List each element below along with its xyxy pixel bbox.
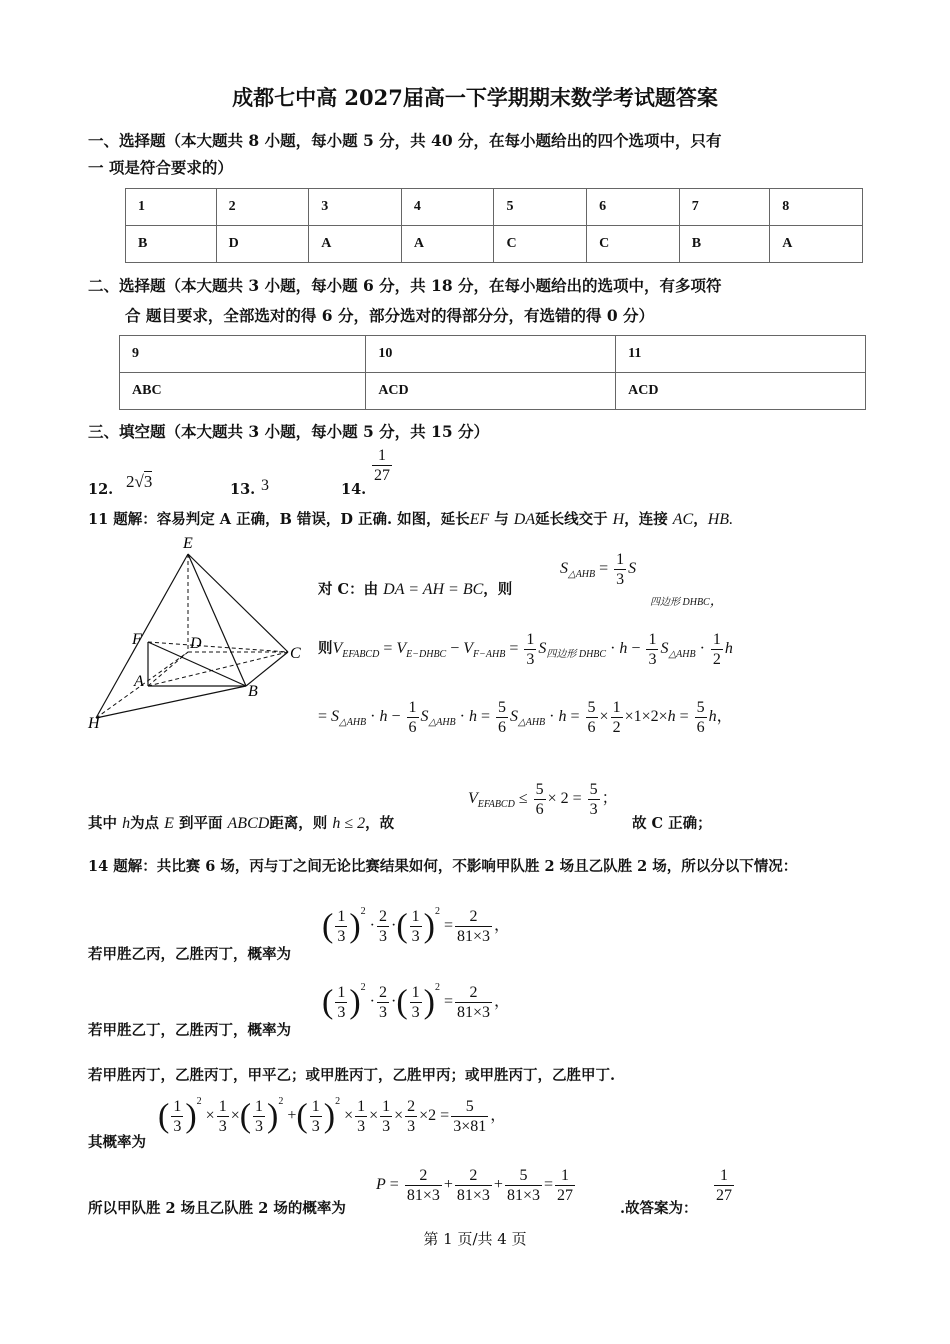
math-op: × 2 = (547, 790, 582, 808)
math-sub: F−AHB (473, 649, 506, 661)
text: ，连接 (624, 511, 668, 528)
q14-final-answer: $\frac{1}{27}$ (716, 1167, 732, 1204)
math-sub: EFABCD (477, 799, 515, 811)
text: 对 C：由 (318, 581, 379, 598)
fraction-denominator: 3 (337, 927, 346, 945)
section2-answer-table (119, 335, 866, 410)
math-sub: △AHB (568, 569, 596, 581)
q14-case1-label: 若甲胜乙丙，乙胜丙丁，概率为 (88, 946, 291, 963)
section1-heading-line1: 一、选择题（本大题共 8 小题，每小题 5 分，共 40 分，在每小题给出的四个选项中，只有 (88, 131, 722, 150)
math-sub: E−DHBC (406, 649, 447, 661)
math-var: H (612, 511, 625, 528)
table-cell: 6 (587, 189, 680, 226)
fraction-numerator: 1 (616, 551, 625, 568)
table-cell: ACD (366, 373, 616, 410)
math-var: E (164, 815, 174, 832)
label-F: F (132, 631, 142, 648)
section2-question-row (120, 336, 866, 373)
q14-case3-prob: ( $\frac{1}{3}$ )$^2$ × $\frac{1}{3}$ ×( $\frac{1}{3}$ )$^2$ +( $\frac{1}{3}$ )$^2$ × $\frac{1}{3}$ × $\frac{1}{3}$ × $\frac{2}{3}$ ×2 = $\frac{5}{3\times 81}$ ， (158, 1096, 507, 1135)
text: 其中 (88, 815, 117, 832)
label-B: B (248, 683, 258, 700)
table-cell: A (770, 226, 863, 263)
label-D: D (190, 635, 202, 652)
table-cell: 1 (126, 189, 217, 226)
q14-intro: 14 题解：共比赛 6 场，丙与丁之间无论比赛结果如何，不影响甲队胜 2 场且乙队胜 2 场，所以分以下情况： (88, 858, 798, 875)
table-cell: C (587, 226, 680, 263)
page-title: 成都七中高 2027届高一下学期期末数学考试题答案 (232, 85, 718, 110)
q11-where-line (88, 814, 394, 834)
volume-formula-2: = $S_{\triangle AHB} \cdot h$ − $\frac{1}{6}$ $S_{\triangle AHB} \cdot h$ = $\frac{5}{6}$ $S_{\triangle AHB} \cdot h$ = $\frac{5}{6}$ × $\frac{1}{2}$ ×1×2×h = $\frac{5}{6}$ h， (318, 699, 733, 736)
q11-conclusion: 故 C 正确； (632, 815, 712, 832)
text: 则 (318, 641, 333, 658)
q14-case2-label: 若甲胜乙丁，乙胜丙丁，概率为 (88, 1022, 291, 1039)
label-C: C (290, 645, 301, 662)
math-var: P (376, 1176, 386, 1194)
q14-case1-prob: ( $\frac{1}{3}$ )$^2$ · $\frac{2}{3}$ ·( $\frac{1}{3}$ )$^2$ = $\frac{2}{81\times 3}$ ， (322, 906, 511, 945)
math-var: EF (469, 511, 490, 528)
table-cell: 4 (401, 189, 494, 226)
q14-label: 14. (341, 481, 367, 498)
table-cell: B (126, 226, 217, 263)
table-cell: ACD (616, 373, 866, 410)
text: 为点 (130, 815, 160, 832)
table-cell: B (679, 226, 770, 263)
math-var: S (560, 560, 568, 578)
section2-heading-line1: 二、选择题（本大题共 3 小题，每小题 6 分，共 18 分，在每小题给出的选项中，有多项符 (88, 276, 722, 295)
table-cell: 5 (494, 189, 587, 226)
area-relation (560, 550, 636, 589)
text: 延长线交于 (535, 511, 608, 528)
table-cell: C (494, 226, 587, 263)
fraction-denominator: 81×3 (457, 927, 491, 945)
table-cell: A (401, 226, 494, 263)
q11-intro (88, 510, 733, 530)
table-cell: D (216, 226, 309, 263)
fraction-denominator: 27 (557, 1187, 573, 1204)
fraction-denominator: 3×81 (453, 1117, 487, 1135)
math-op: ≤ (518, 790, 528, 808)
math-var: HB. (707, 511, 734, 528)
q12-radicand: 3 (143, 472, 153, 491)
fraction-numerator: 5 (498, 699, 507, 716)
fraction-numerator: 1 (372, 446, 392, 466)
table-cell: 10 (366, 336, 616, 373)
table-cell: 7 (679, 189, 770, 226)
fraction-numerator: 5 (451, 1097, 488, 1117)
text: 11 题解：容易判定 A 正确，B 错误，D 正确. 如图，延长 (88, 511, 470, 528)
section3-heading: 三、填空题（本大题共 3 小题，每小题 5 分，共 15 分） (88, 422, 490, 441)
section2-heading-line2: 合 题目要求，全部选对的得 6 分，部分选对的得部分分，有选错的得 0 分） (125, 306, 655, 325)
math-var: ABCD (227, 815, 270, 832)
section2-answer-row (120, 373, 866, 410)
math-var: h (619, 640, 628, 658)
math-sub: △AHB (668, 649, 696, 661)
table-cell: 3 (309, 189, 402, 226)
section1-answer-row (126, 226, 863, 263)
text: ； (601, 790, 618, 808)
text: ，故 (365, 815, 395, 832)
math-expr: h ≤ 2 (332, 815, 366, 832)
fraction-denominator: 2 (712, 651, 721, 668)
text: ， (709, 594, 724, 609)
volume-bound: $V_{EFABCD}$ ≤ $\frac{5}{6}$ × 2 = $\frac{5}{3}$ ； (468, 781, 618, 818)
q12-answer (126, 472, 152, 492)
q13-answer: 3 (261, 477, 269, 494)
math-sub: EFABCD (342, 649, 380, 661)
pyramid-figure (82, 534, 312, 734)
q14-final-prob: P = $\frac{2}{81\times 3}$ + $\frac{2}{81\times 3}$ + $\frac{5}{81\times 3}$ = $\frac{1}{27}$ (376, 1167, 573, 1204)
q13-label: 13. (230, 481, 256, 498)
table-cell: 8 (770, 189, 863, 226)
math-sub: 四边形 DHBC (546, 649, 607, 661)
page-footer: 第 1 页/共 4 页 (423, 1230, 527, 1248)
q14-final-suffix: .故答案为： (620, 1200, 698, 1217)
q14-final-label: 所以甲队胜 2 场且乙队胜 2 场的概率为 (88, 1200, 346, 1217)
math-sub: 四边形 DHBC (650, 597, 710, 608)
q12-coef: 2 (126, 472, 135, 491)
math-var: DA (513, 511, 536, 528)
table-cell: 2 (216, 189, 309, 226)
q11-c-line (318, 580, 512, 600)
math-op: = (599, 560, 609, 578)
text: ，则 (483, 581, 513, 598)
text: 距离，则 (269, 815, 328, 832)
math-var: AC (672, 511, 694, 528)
text: ， (693, 511, 708, 528)
section1-answer-table (125, 188, 863, 263)
q14-answer (370, 446, 394, 485)
text: 到平面 (178, 815, 223, 832)
fraction-numerator: 1 (337, 907, 346, 925)
fraction-denominator: 3 (616, 571, 625, 588)
label-A: A (134, 673, 144, 690)
table-cell: A (309, 226, 402, 263)
sqrt-icon: √ (134, 472, 144, 491)
fraction-denominator: 27 (374, 467, 390, 484)
quad-subscript (650, 590, 724, 610)
label-H: H (88, 715, 100, 732)
q14-case2-prob: ( $\frac{1}{3}$ )$^2$ · $\frac{2}{3}$ ·( $\frac{1}{3}$ )$^2$ = $\frac{2}{81\times 3}$ ， (322, 982, 511, 1021)
section1-question-row (126, 189, 863, 226)
math-expr: DA = AH = BC (383, 581, 484, 598)
exponent: 2 (360, 906, 366, 917)
math-var: h (122, 815, 131, 832)
volume-formula-1: 则$V_{EFABCD} = V_{E-DHBC} - V_{F-AHB}$ = $\frac{1}{3}$ $S_{四边形 DHBC} \cdot h$ − $\frac{1}{3}$ $S_{\triangle AHB}$ · $\frac{1}{2}$ h (318, 631, 733, 668)
table-cell: 11 (616, 336, 866, 373)
q12-label: 12. (88, 481, 114, 498)
table-cell: ABC (120, 373, 366, 410)
fraction-numerator: 2 (378, 907, 387, 925)
q14-case3: 若甲胜丙丁，乙胜丙丁，甲平乙；或甲胜丙丁，乙胜甲丙；或甲胜丙丁，乙胜甲丁. (88, 1067, 616, 1084)
math-var: S (628, 560, 637, 578)
section1-heading-line2: 一 项是符合要求的） (88, 158, 233, 177)
q14-case3-prob-label: 其概率为 (88, 1134, 146, 1151)
label-E: E (183, 535, 193, 552)
fraction-denominator: 6 (408, 719, 417, 736)
text: 与 (494, 511, 509, 528)
table-cell: 9 (120, 336, 366, 373)
